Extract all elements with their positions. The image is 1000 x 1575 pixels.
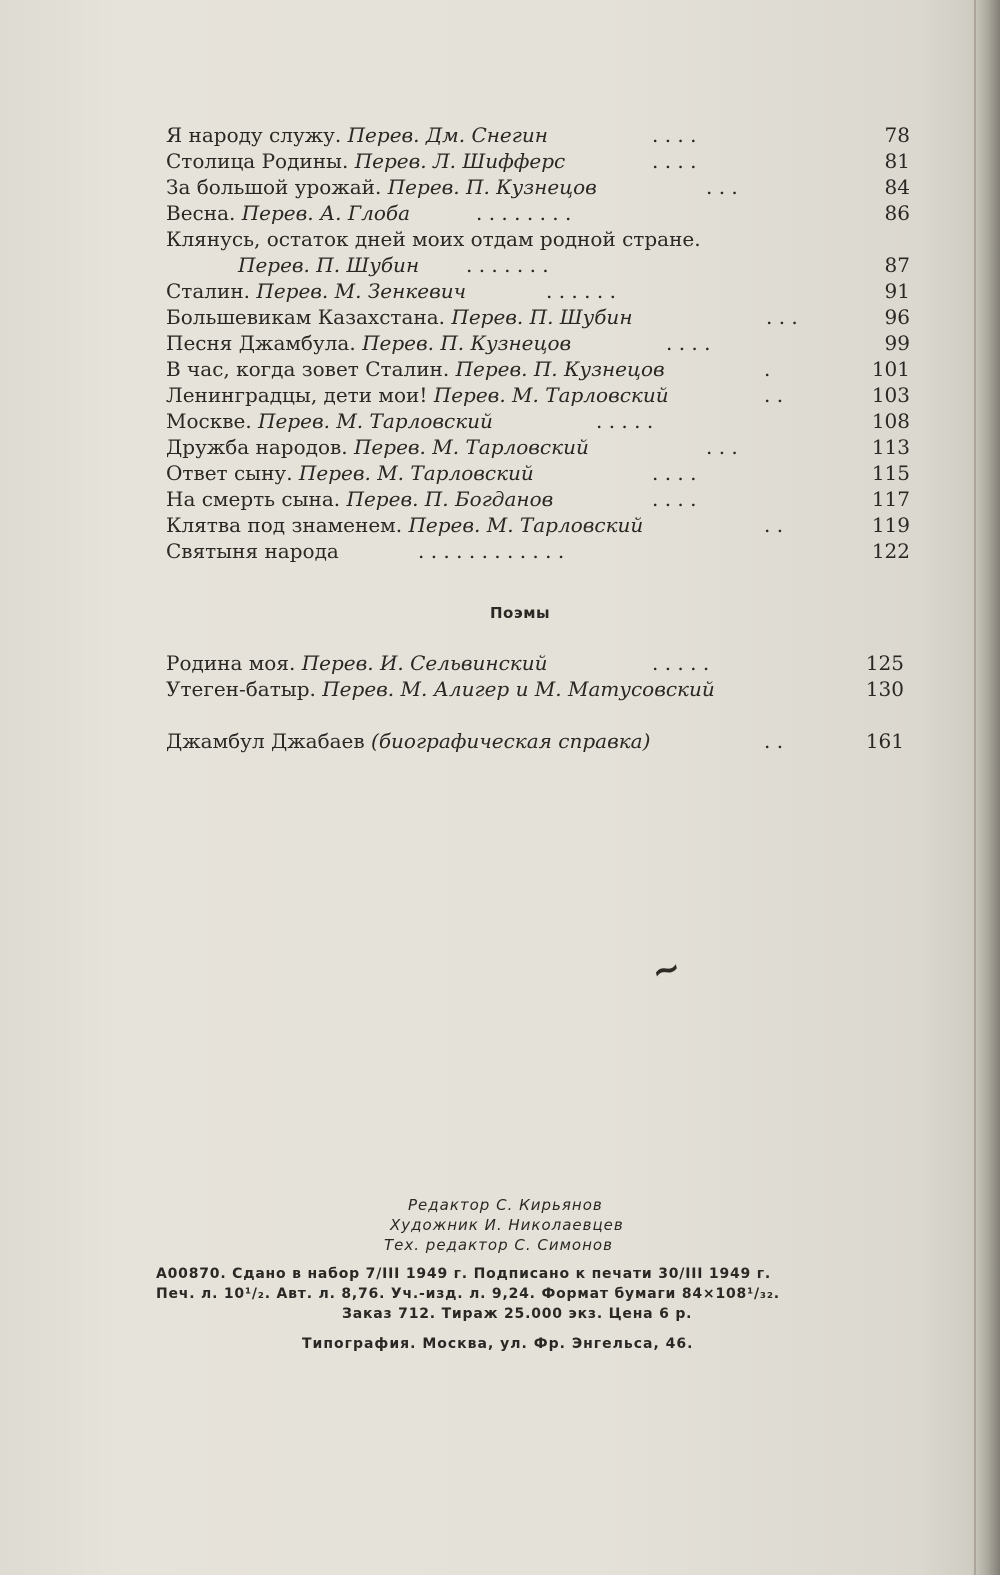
biography-entry [166,728,904,754]
toc-entry [166,486,910,512]
toc-entry [166,226,910,252]
toc-entry-page: 101 [871,357,910,381]
toc-entry-title: Клятва под знаменем. [166,513,403,537]
printer-address: Типография. Москва, ул. Фр. Энгельса, 46. [302,1336,694,1352]
toc-entry-page: 130 [865,677,904,701]
toc-entry-page: 117 [871,487,910,511]
toc-entry-page: 115 [871,461,910,485]
toc-entry-title: В час, когда зовет Сталин. [166,357,450,381]
artist-credit: Художник И. Николаевцев [390,1216,624,1234]
toc-entry-dots: . . . . . . . . [476,201,572,225]
toc-entry-title: Сталин. [166,279,251,303]
toc-entry [166,330,910,356]
section-title-poems: Поэмы [490,604,551,622]
toc-entry-translator: Перев. М. Тарловский [258,409,493,433]
toc-entry-dots: . . . . [652,461,697,485]
toc-entry-page: 96 [884,305,910,329]
toc-entry-dots: . . . . [652,149,697,173]
toc-entry-title: Весна. [166,201,236,225]
toc-entry-title: Святыня народа [166,539,339,563]
toc-entry-dots: . . . . [652,487,697,511]
toc-entry-title: Большевикам Казахстана. [166,305,446,329]
toc-entry-page: 122 [871,539,910,563]
toc-entry-continuation [166,252,910,278]
toc-entry-page: 87 [884,253,910,277]
toc-entry [166,650,904,676]
toc-entry-title: Клянусь, остаток дней моих отдам родной стране. [166,227,701,251]
toc-entry-page: 86 [884,201,910,225]
toc-entry-dots: . [764,357,771,381]
toc-entry-page: 103 [871,383,910,407]
toc-entry-translator: Перев. М. Алигер и М. Матусовский [322,677,715,701]
toc-entry [166,728,904,754]
toc-entry [166,148,910,174]
toc-entry [166,434,910,460]
toc-entry [166,408,910,434]
toc-entry-title: Москве. [166,409,252,433]
toc-entry-dots: . . . [706,175,738,199]
publication-line-3: Заказ 712. Тираж 25.000 экз. Цена 6 р. [342,1306,693,1322]
toc-entry-translator: Перев. П. Кузнецов [455,357,665,381]
poems-list [166,650,904,702]
toc-entry-dots: . . . [766,305,798,329]
toc-entry-title: Столица Родины. [166,149,349,173]
toc-entry-dots: . . [764,513,784,537]
toc-entry-dots: . . . . . . . . . . . . [418,539,565,563]
toc-entry-dots: . . . . . [596,409,654,433]
toc-entry [166,460,910,486]
table-of-contents [166,122,910,564]
page-fold-shadow [972,0,1000,1575]
editor-credit: Редактор С. Кирьянов [408,1196,603,1214]
toc-entry-title: Песня Джамбула. [166,331,356,355]
publication-line-2: Печ. л. 10¹/₂. Авт. л. 8,76. Уч.-изд. л. 9,24. Формат бумаги 84×108¹/₃₂. [156,1286,780,1302]
toc-entry-title: Дружба народов. [166,435,348,459]
toc-entry-title: На смерть сына. [166,487,341,511]
toc-entry-dots: . . . . [652,123,697,147]
toc-entry-page: 125 [865,651,904,675]
toc-entry-translator: Перев. П. Кузнецов [387,175,597,199]
toc-entry-dots: . . . . [666,331,711,355]
toc-entry [166,676,904,702]
toc-entry-dots: . . . [706,435,738,459]
toc-entry-dots: . . . . . . [546,279,616,303]
toc-entry-page: 84 [884,175,910,199]
toc-entry-translator: Перев. Дм. Снегин [347,123,548,147]
toc-entry-dots: . . . . . [652,651,710,675]
ink-mark: ~ [647,946,686,994]
toc-entry-translator: Перев. П. Шубин [451,305,633,329]
toc-entry-translator: Перев. М. Зенкевич [256,279,467,303]
toc-entry-translator: Перев. М. Тарловский [353,435,589,459]
toc-entry-title: За большой урожай. [166,175,382,199]
toc-entry-title: Ленинградцы, дети мои! [166,383,428,407]
toc-entry [166,122,910,148]
toc-entry [166,278,910,304]
toc-entry-dots: . . [764,729,784,753]
toc-entry-page: 99 [884,331,910,355]
toc-entry-title: Родина моя. [166,651,296,675]
toc-entry-translator: Перев. М. Тарловский [433,383,669,407]
toc-entry [166,382,910,408]
toc-entry-translator: Перев. М. Тарловский [298,461,534,485]
toc-entry-page: 161 [865,729,904,753]
toc-entry-translator: Перев. П. Богданов [346,487,554,511]
toc-entry [166,512,910,538]
toc-entry-title: Утеген-батыр. [166,677,316,701]
toc-entry-translator: Перев. Л. Шифферс [354,149,566,173]
toc-entry-page: 108 [871,409,910,433]
toc-entry-dots: . . . . . . . [466,253,549,277]
toc-entry-translator: Перев. И. Сельвинский [301,651,548,675]
tech-editor-credit: Тех. редактор С. Симонов [384,1236,613,1254]
toc-entry-page: 119 [871,513,910,537]
toc-entry-title: Ответ сыну. [166,461,293,485]
toc-entry-translator: Перев. П. Кузнецов [362,331,572,355]
toc-entry [166,304,910,330]
toc-entry-note: (биографическая справка) [371,729,651,753]
toc-entry [166,200,910,226]
toc-entry-page: 113 [871,435,910,459]
toc-entry [166,356,910,382]
toc-entry [166,174,910,200]
toc-entry-translator: Перев. А. Глоба [241,201,410,225]
toc-entry [166,538,910,564]
toc-entry-page: 78 [884,123,910,147]
toc-entry-translator: Перев. П. Шубин [238,253,420,277]
toc-entry-dots: . . [764,383,784,407]
toc-entry-page: 91 [884,279,910,303]
toc-entry-title: Джамбул Джабаев [166,729,365,753]
toc-entry-page: 81 [884,149,910,173]
toc-entry-title: Я народу служу. [166,123,342,147]
publication-line-1: А00870. Сдано в набор 7/III 1949 г. Подписано к печати 30/III 1949 г. [156,1266,771,1282]
toc-entry-translator: Перев. М. Тарловский [408,513,644,537]
